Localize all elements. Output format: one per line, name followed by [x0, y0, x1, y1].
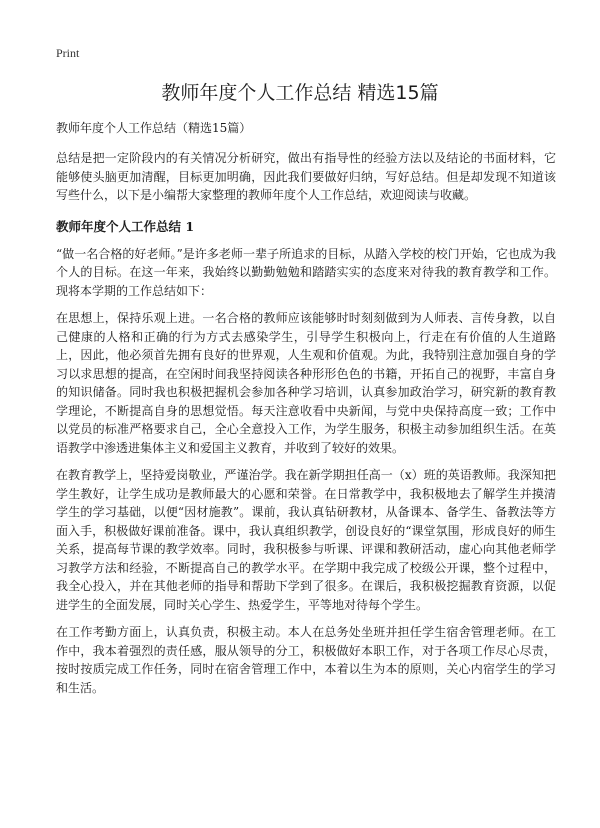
- article-body: [56, 120, 556, 706]
- section-heading: 教师年度个人工作总结 1: [56, 218, 195, 234]
- page-title: 教师年度个人工作总结 精选15篇: [161, 82, 439, 104]
- body-paragraph: “做一名合格的好老师。”是许多老师一辈子所追求的目标，从踏入学校的校门开始，它也成为我个人的目标。在这一年来，我始终以勤勤勉勉和踏踏实实的态度来对待我的教育教学和工作。现将本学期的工作总结如下：: [56, 246, 556, 298]
- body-paragraph: 在工作考勤方面上，认真负责，积极主动。本人在总务处坐班并担任学生宿舍管理老师。在工作中，我本着强烈的责任感，服从领导的分工，积极做好本职工作，对于各项工作尽心尽责，按时按质完成工作任务，同时在宿舍管理工作中，本着以生为本的原则，关心内宿学生的学习和生活。: [56, 625, 556, 695]
- print-link[interactable]: Print: [56, 46, 80, 60]
- body-paragraph: 在思想上，保持乐观上进。一名合格的教师应该能够时时刻刻做到为人师表、言传身教，以自己健康的人格和正确的行为方式去感染学生，引导学生积极向上，行走在有价值的人生道路上，因此，他必须首先拥有良好的世界观，人生观和价值观。为此，我特别注意加强自身的学习以求思想的提高，在空闲时间我坚持阅读各种形形色色的书籍，开拓自己的视野，丰富自身的知识储备。同时我也积极把握机会参加各种学习培训，认真参加政治学习，研究新的教育教学理论，不断提高自身的思想觉悟。每天注意收看中央新闻，与党中央保持高度一致；工作中以党员的标准严格要求自己，全心全意投入工作，为学生服务，积极主动参加组织生活。在英语教学中渗透进集体主义和爱国主义教育，并收到了较好的效果。: [56, 311, 556, 455]
- intro-paragraph: 总结是把一定阶段内的有关情况分析研究，做出有指导性的经验方法以及结论的书面材料，它能够使头脑更加清醒，目标更加明确，因此我们要做好归纳，写好总结。但是却发现不知道该写些什么，以下是小编帮大家整理的教师年度个人工作总结，欢迎阅读与收藏。: [56, 151, 556, 202]
- article-subtitle: 教师年度个人工作总结（精选15篇）: [56, 121, 252, 135]
- body-paragraph: 在教育教学上，坚持爱岗敬业，严谨治学。我在新学期担任高一（x）班的英语教师。我深知把学生教好，让学生成功是教师最大的心愿和荣誉。在日常教学中，我积极地去了解学生并摸清学生的学习基础，以便“因材施教”。课前，我认真钻研教材，从备课本、备学生、备教法等方面入手，积极做好课前准备。课中，我认真组织教学，创设良好的“课堂氛围，形成良好的师生关系，提高每节课的教学效率。同时，我积极参与听课、评课和教研活动，虚心向其他老师学习教学方法和经验，不断提高自己的教学水平。在学期中我完成了校级公开课，整个过程中，我全心投入，并在其他老师的指导和帮助下学到了很多。在课后，我积极挖掘教育资源，以促进学生的全面发展，同时关心学生、热爱学生，平等地对待每个学生。: [56, 468, 556, 612]
